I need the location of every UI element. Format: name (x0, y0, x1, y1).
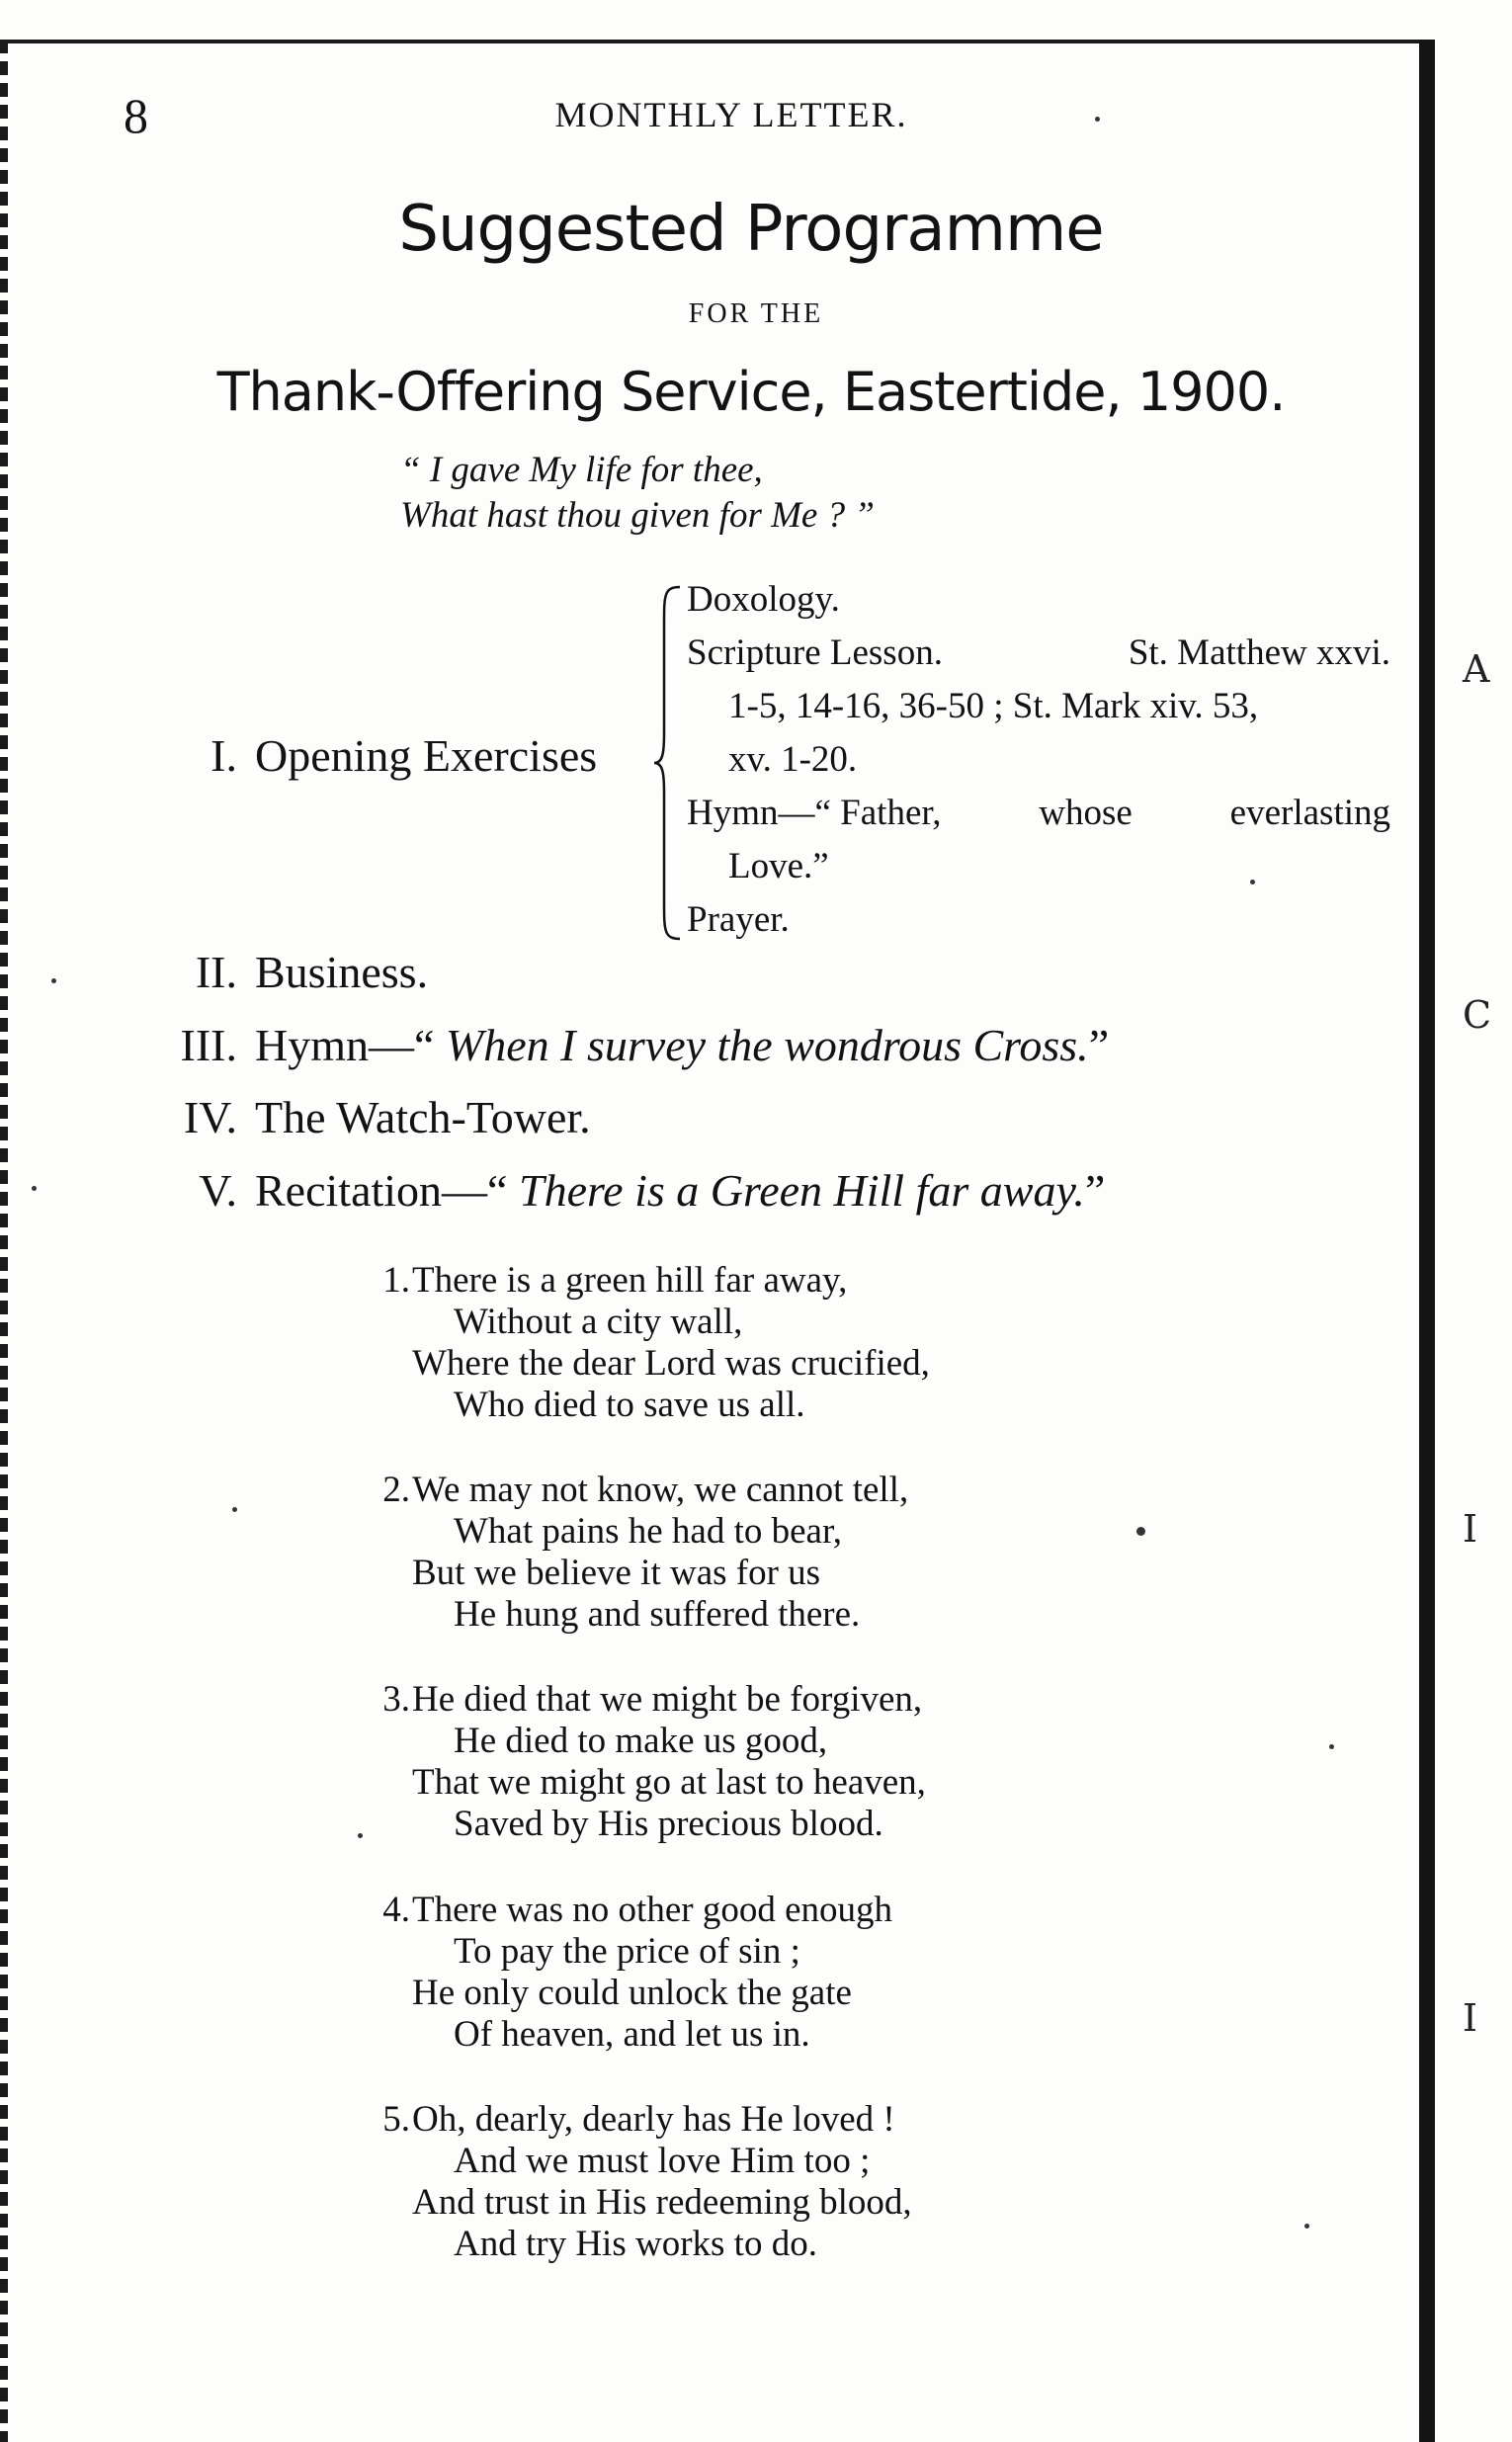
programme-text: The Watch-Tower. (255, 1092, 591, 1142)
programme-numeral: III. (180, 1020, 237, 1070)
stanza-5 (351, 2099, 912, 2265)
opening-hymn (687, 787, 1390, 840)
programme-item-hymn (0, 1019, 1109, 1071)
service-title: Thank-Offering Service, Eastertide, 1900. (216, 361, 1286, 423)
opening-hymn-end: Love.” (728, 846, 829, 886)
stanza-line: Without a city wall, (454, 1302, 743, 1342)
prayer: Prayer. (687, 899, 790, 940)
page-title: Suggested Programme (398, 193, 1104, 266)
stanza-line: There was no other good enough (412, 1890, 893, 1930)
epigraph-line: “ I gave My life for thee, (400, 450, 763, 490)
stanza-line: We may not know, we cannot tell, (412, 1470, 909, 1510)
programme-numeral: IV. (183, 1092, 237, 1142)
scan-speck (51, 978, 56, 983)
edge-fragment: A (1463, 647, 1490, 691)
hymn-title: When I survey the wondrous Cross. (445, 1020, 1089, 1070)
programme-text: Recitation—“ (255, 1165, 508, 1216)
stanza-2 (351, 1470, 908, 1636)
edge-fragment: I (1463, 1507, 1478, 1551)
programme-numeral: I. (210, 730, 237, 781)
running-head-text: MONTHLY LETTER. (554, 95, 908, 134)
stanza-line: He died to make us good, (454, 1721, 828, 1761)
programme-item-watch-tower (0, 1091, 591, 1143)
opening-hymn-part: Hymn—“ Father, (687, 793, 942, 833)
programme-text: Hymn—“ (255, 1020, 435, 1070)
closing-quote: ” (1084, 1165, 1106, 1216)
scan-speck (1304, 2224, 1309, 2229)
scripture-lesson (687, 627, 1390, 680)
stanza-4 (351, 1890, 892, 2056)
stanza-3 (351, 1679, 926, 1845)
curly-brace (652, 585, 682, 941)
stanza-number: 2. (382, 1470, 410, 1510)
programme-item-recitation (0, 1164, 1105, 1217)
running-head (0, 94, 1482, 135)
scan-speck (1250, 880, 1255, 884)
stanza-line: He died that we might be forgiven, (412, 1679, 923, 1720)
page-number: 8 (124, 88, 148, 143)
stanza-line: And try His works to do. (454, 2224, 817, 2264)
stanza-line: Of heaven, and let us in. (454, 2014, 810, 2055)
stanza-1 (351, 1260, 930, 1426)
scan-speck (1095, 117, 1100, 122)
closing-quote: ” (1088, 1020, 1110, 1070)
programme-numeral: V. (199, 1165, 237, 1216)
scan-speck (1136, 1527, 1145, 1536)
stanza-line: Where the dear Lord was crucified, (412, 1343, 930, 1384)
edge-fragment: C (1463, 993, 1492, 1037)
edge-fragment: I (1463, 1996, 1478, 2040)
stanza-line: What pains he had to bear, (454, 1511, 843, 1552)
programme-item-opening (0, 729, 597, 782)
opening-exercises-list (687, 573, 1398, 947)
stanza-number: 5. (382, 2099, 410, 2140)
stanza-line: And we must love Him too ; (454, 2141, 871, 2181)
scripture-ref: St. Matthew xxvi. (1128, 632, 1390, 673)
epigraph-line: What hast thou given for Me ? ” (400, 495, 875, 536)
stanza-number: 3. (382, 1679, 410, 1720)
scan-speck (358, 1833, 363, 1838)
stanza-line: He hung and suffered there. (454, 1594, 861, 1635)
opening-hymn-part: whose (1039, 793, 1133, 833)
stanza-line: Who died to save us all. (454, 1385, 805, 1425)
stanza-line: That we might go at last to heaven, (412, 1762, 926, 1803)
epigraph (400, 448, 875, 539)
programme-numeral: II. (195, 947, 237, 997)
opening-hymn-part: everlasting (1229, 793, 1390, 833)
stanza-line: He only could unlock the gate (412, 1973, 852, 2013)
programme-item-business (0, 946, 428, 998)
stanza-line: Saved by His precious blood. (454, 1804, 883, 1844)
for-the-label: FOR THE (688, 298, 824, 329)
stanza-line: And trust in His redeeming blood, (412, 2182, 912, 2223)
scan-speck (1329, 1744, 1334, 1749)
scan-speck (32, 1186, 37, 1191)
scan-speck (232, 1507, 237, 1512)
stanza-line: To pay the price of sin ; (454, 1931, 800, 1972)
recitation-title: There is a Green Hill far away. (518, 1165, 1085, 1216)
stanza-line: Oh, dearly, dearly has He loved ! (412, 2099, 895, 2140)
doxology: Doxology. (687, 579, 840, 620)
scripture-ref-end: xv. 1-20. (728, 739, 858, 780)
scripture-ref-continued: 1-5, 14-16, 36-50 ; St. Mark xiv. 53, (728, 686, 1259, 726)
stanza-line: There is a green hill far away, (412, 1260, 848, 1301)
stanza-number: 1. (382, 1260, 410, 1301)
programme-text: Opening Exercises (255, 730, 598, 781)
scripture-label: Scripture Lesson. (687, 632, 943, 673)
stanza-line: But we believe it was for us (412, 1553, 821, 1593)
programme-text: Business. (255, 947, 429, 997)
stanza-number: 4. (382, 1890, 410, 1930)
